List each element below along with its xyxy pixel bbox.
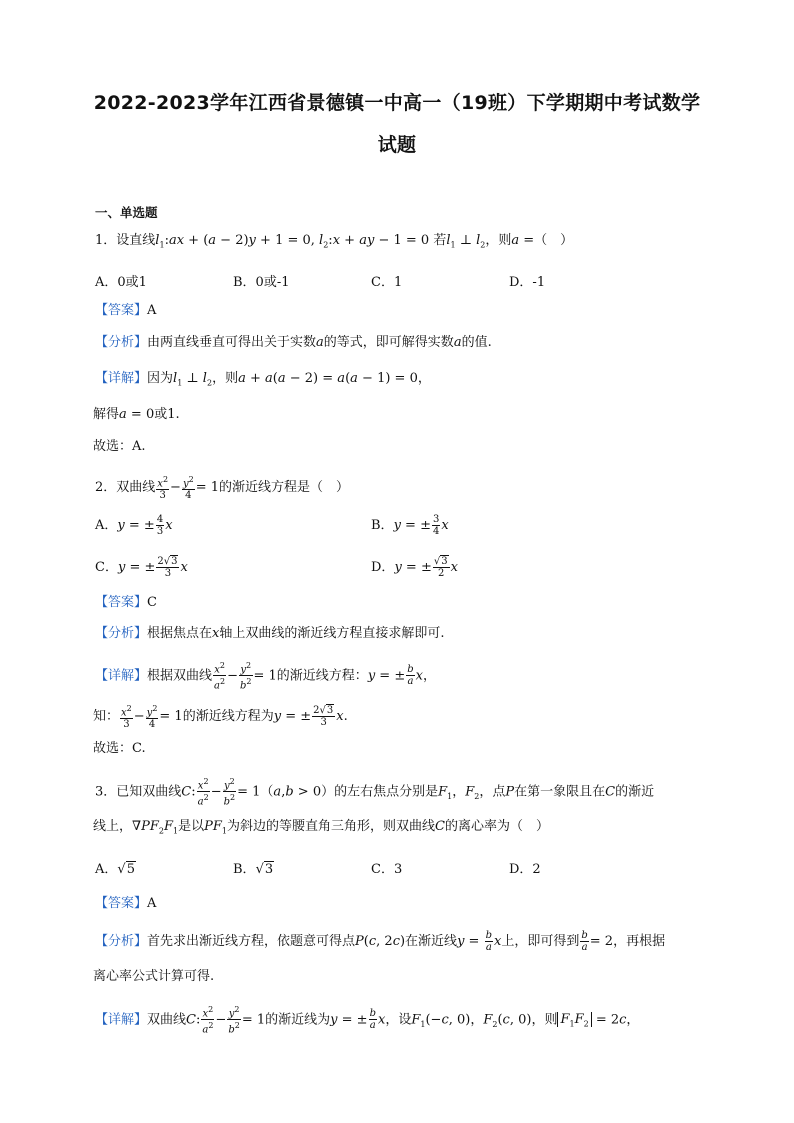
answer-tag: 【答案】: [95, 595, 148, 610]
q3-option-d: D．2: [509, 862, 541, 877]
q2-know: 知： $\frac{x^2}{3}$ − $\frac{y^2}{4}$ = 1的渐近线方程为y = ± $\frac{2√3}{3}$ x.: [93, 704, 348, 731]
section-heading: 一、单选题: [95, 205, 158, 220]
detail-tag: 【详解】: [95, 371, 148, 386]
q1-option-c: C．1: [371, 275, 403, 290]
answer-tag: 【答案】: [95, 303, 148, 318]
q2-detail: 【详解】根据双曲线 $\frac{x^2}{a^2}$ − $\frac{y^2}{b^2}$ = 1的渐近线方程：y = ± $\frac{b}{a}$ x，: [95, 661, 436, 692]
detail-tag: 【详解】: [95, 1012, 148, 1028]
document-title-continued: 试题: [377, 134, 417, 156]
document-title: 2022-2023学年江西省景德镇一中高一（19班）下学期期中考试数学: [93, 92, 701, 114]
q1-number: 1．: [95, 233, 117, 248]
q1-stem: 1．设直线$l_1:ax + (a - 2)y + 1 = 0$, $l_2:x$ + ay − 1 = 0 若$l_1$ ⊥ $l_2$，则a =（ ）: [95, 233, 574, 250]
q1-analysis: 【分析】由两直线垂直可得出关于实数a的等式，即可解得实数a的值.: [95, 335, 492, 350]
q3-analysis-continued: 离心率公式计算可得.: [93, 969, 215, 984]
q1-choice: 故选：A.: [93, 439, 146, 454]
analysis-tag: 【分析】: [95, 934, 148, 949]
analysis-tag: 【分析】: [95, 626, 148, 641]
answer-tag: 【答案】: [95, 896, 148, 911]
q2-number: 2．: [95, 480, 117, 496]
q2-analysis: 【分析】根据焦点在x轴上双曲线的渐近线方程直接求解即可.: [95, 626, 445, 641]
q3-stem: 3．已知双曲线C: $\frac{x^2}{a^2}$ − $\frac{y^2}{b^2}$ = 1（a,b > 0）的左右焦点分别是$F_1$，$F_2$，点P在第一象限且在C的渐近: [95, 777, 655, 808]
q2-option-d: D．y = ± $\frac{√3}{2}$ x: [371, 556, 458, 579]
q1-detail: 【详解】因为$l_1$ ⊥ $l_2$，则a + a(a − 2) = a(a − 1) = 0，: [95, 371, 431, 388]
q1-option-a: A．0或1: [95, 275, 147, 290]
q3-option-a: A．√5: [95, 862, 135, 877]
q2-option-a: A．y = ± $\frac{4}{3}$ x: [95, 514, 173, 537]
q3-stem-continued: 线上，$\nabla PF_2F_1$是以$PF_1$为斜边的等腰直角三角形，则双曲线C的离心率为（ ）: [93, 819, 549, 836]
q2-option-b: B．y = ± $\frac{3}{4}$ x: [371, 514, 449, 537]
q2-choice: 故选：C.: [93, 741, 146, 756]
q3-option-c: C．3: [371, 862, 403, 877]
q1-option-b: B．0或-1: [233, 275, 290, 290]
q1-solve: 解得a = 0或1.: [93, 407, 180, 422]
q3-detail: 【详解】双曲线C: $\frac{x^2}{a^2}$ − $\frac{y^2}{b^2}$ = 1的渐近线为y = ± $\frac{b}{a}$ x，设$F_1(-c$, 0)，$F_2(c$, 0)，则 $F_1F_2 = 2c$，: [95, 1005, 640, 1036]
q1-answer: 【答案】A: [95, 303, 157, 318]
q1-option-d: D．-1: [509, 275, 546, 290]
q3-analysis: 【分析】首先求出渐近线方程，依题意可得点P(c, 2c)在渐近线y = $\frac{b}{a}$ x上，即可得到 $\frac{b}{a}$ = 2，再根据: [95, 930, 666, 953]
detail-tag: 【详解】: [95, 668, 148, 684]
q2-option-c: C．y = ± $\frac{2√3}{3}$ x: [95, 556, 188, 579]
q2-stem: 2．双曲线 $\frac{x^2}{3}$ − $\frac{y^2}{4}$ = 1的渐近线方程是（ ）: [95, 475, 349, 502]
q3-number: 3．: [95, 784, 117, 800]
analysis-tag: 【分析】: [95, 335, 148, 350]
q3-answer: 【答案】A: [95, 896, 157, 911]
q3-option-b: B．√3: [233, 862, 274, 877]
q2-answer: 【答案】C: [95, 595, 157, 610]
